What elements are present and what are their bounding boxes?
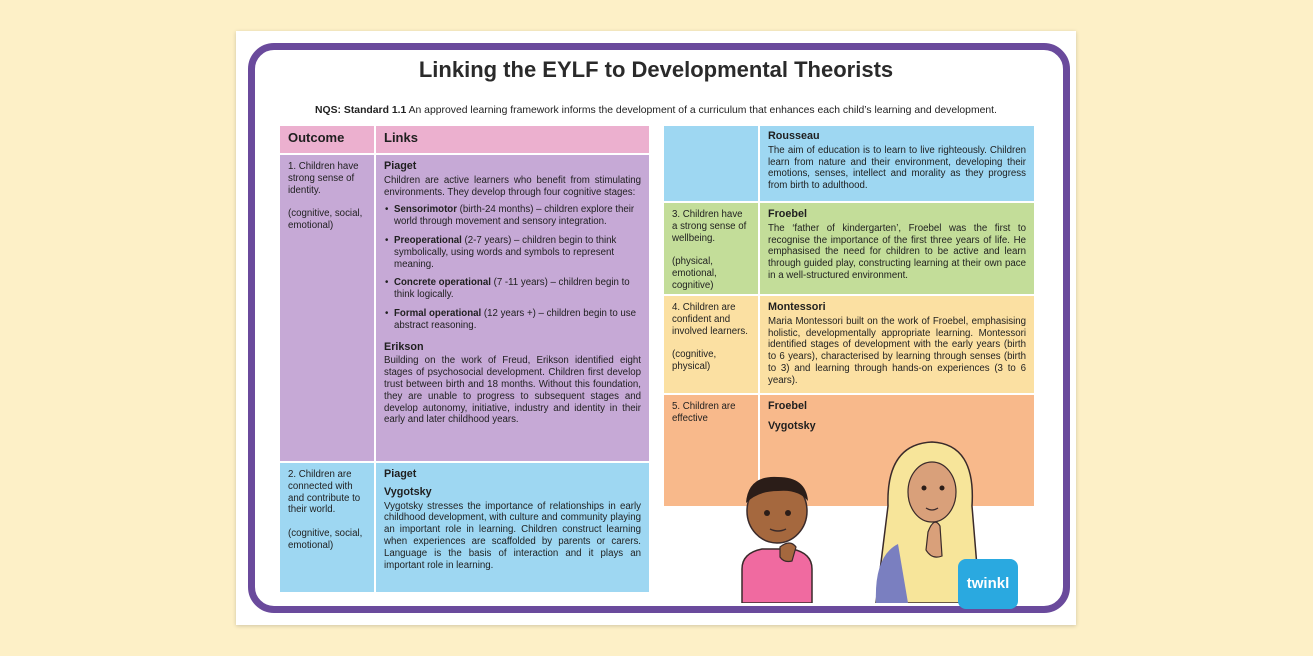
erikson-heading: Erikson [384, 340, 424, 353]
froebel-text: The ‘father of kindergarten’, Froebel was the first to recognise the importance of the first three years of life. He emphasised the need for children to be active and learn through guided play, constructing learning at their own pace in a well-structured environment. [768, 222, 1026, 281]
montessori-heading: Montessori [768, 301, 826, 313]
froebel-cell [760, 203, 1034, 294]
stage-item: • Formal operational (12 years +) – children begin to use abstract reasoning. [394, 308, 641, 332]
standard-label: NQS: Standard 1.1 [315, 105, 407, 116]
row1-outcome: 1. Children have strong sense of identity. [288, 161, 359, 196]
row4-domains: (cognitive, physical) [672, 349, 717, 373]
page-title: Linking the EYLF to Developmental Theorists [418, 57, 894, 82]
row2-outcome: 2. Children are connected with and contribute to their world. [288, 469, 361, 516]
row1-links-cell [376, 155, 649, 461]
erikson-text: Building on the work of Freud, Erikson identified eight stages of psychosocial development. Children first develop trust between birth and 18 months. Without this foundation, they are unable to progress to subsequent stages and develop autonomy, initiative, industry and identity in their early and later childhood years. [384, 355, 641, 426]
row2-domains: (cognitive, social, emotional) [288, 528, 363, 551]
froebel-heading-2: Froebel [768, 400, 807, 412]
worksheet-page [236, 31, 1076, 625]
row4-outcome-cell [664, 296, 758, 393]
rousseau-cell [760, 126, 1034, 201]
standard-text: An approved learning framework informs the development of a curriculum that enhances each child’s learning and development. [406, 105, 997, 116]
stage-item: • Preoperational (2-7 years) – children begin to think symbolically, using words and symbols to represent meaning. [394, 235, 641, 270]
rousseau-heading: Rousseau [768, 130, 820, 142]
row5-outcome: 5. Children are effective [672, 401, 736, 424]
stages-list [384, 204, 641, 331]
row1-domains: (cognitive, social, emotional) [288, 208, 363, 232]
vygotsky-heading-2: Vygotsky [768, 419, 816, 432]
rousseau-text: The aim of education is to learn to live righteously. Children learn from nature and their environment, developing their emotions, senses, intellect and morality as they progress from birth to adulthood. [768, 144, 1026, 192]
rousseau-outcome-cell [664, 126, 758, 201]
row4-outcome: 4. Children are confident and involved learners. [672, 302, 748, 337]
twinkl-logo: twinkl [958, 559, 1018, 609]
left-table [280, 126, 649, 592]
montessori-text: Maria Montessori built on the work of Froebel, emphasising holistic, developmentally appropriate learning. Montessori identified stages of development with the early years (birth to 6 years), characterised by learning through senses (birth to 3) and learning through hands-on experiences (3 to 6 years). [768, 315, 1026, 386]
row2-outcome-cell [280, 463, 374, 592]
row3-domains: (physical, emotional, cognitive) [672, 256, 717, 291]
piaget-heading-2: Piaget [384, 468, 417, 480]
montessori-cell [760, 296, 1034, 393]
page-subtitle [236, 105, 1076, 116]
header-outcome: Outcome [280, 126, 374, 153]
row1-outcome-cell [280, 155, 374, 461]
piaget-heading: Piaget [384, 160, 417, 172]
vygotsky-heading: Vygotsky [384, 485, 432, 498]
boy-illustration [732, 469, 822, 603]
piaget-text: Children are active learners who benefit from stimulating environments. They develop through four cognitive stages: [384, 174, 641, 198]
vygotsky-text: Vygotsky stresses the importance of relationships in early childhood development, with culture and community playing an important role in learning. Children construct learning when experiences are scaffolded by parents or carers. Language is the basis of interaction and it plays an important role in learning. [384, 500, 641, 571]
stage-item: • Sensorimotor (birth-24 months) – children explore their world through movement and sensory integration. [394, 204, 641, 228]
row2-links-cell [376, 463, 649, 592]
froebel-heading: Froebel [768, 208, 807, 220]
row3-outcome: 3. Children have a strong sense of wellbeing. [672, 209, 747, 244]
stage-item: • Concrete operational (7 -11 years) – children begin to think logically. [394, 277, 641, 301]
header-links: Links [376, 126, 649, 153]
row3-outcome-cell [664, 203, 758, 294]
